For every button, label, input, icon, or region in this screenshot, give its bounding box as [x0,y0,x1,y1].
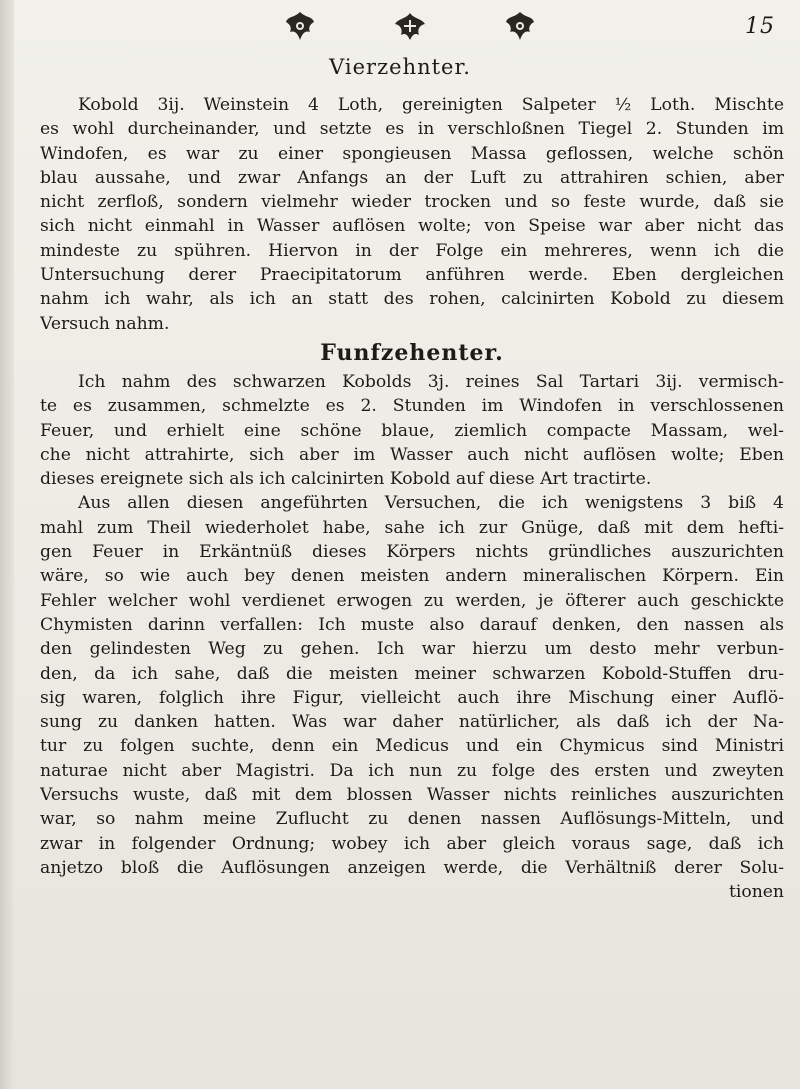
text-line: dieses ereignete sich als ich calcinirten Kobold auf diese Art tractirte. [40,469,652,490]
text-line: zwar in folgender Ordnung; wobey ich aber gleich voraus sage, daß ich [40,833,784,854]
text-line: den, da ich sahe, daß die meisten meiner schwarzen Kobold-Stuffen dru- [40,663,784,684]
running-head: Vierzehnter. [329,55,471,79]
text-line: Feuer, und erhielt eine schöne blaue, ziemlich compacte Massam, wel- [40,420,784,441]
text-line: te es zusammen, schmelzte es 2. Stunden im Windofen in verschlossenen [40,396,784,417]
text-line: Versuch nahm. [40,313,170,334]
text-line: tur zu folgen suchte, denn ein Medicus und ein Chymicus sind Ministri [40,736,784,757]
text-line: wäre, so wie auch bey denen meisten andern mineralischen Körpern. Ein [40,566,784,587]
text-line: anjetzo bloß die Auflösungen anzeigen werde, die Verhältniß derer Solu- [40,857,784,878]
text-line: es wohl durcheinander, und setzte es in verschloßnen Tiegel 2. Stunden im [40,119,784,140]
text-line: mindeste zu spühren. Hiervon in der Folge ein mehreres, wenn ich die [40,240,784,261]
text-line: den gelindesten Weg zu gehen. Ich war hierzu um desto mehr verbun- [40,639,784,660]
text-line: sung zu danken hatten. Was war daher natürlicher, als daß ich der Na- [40,712,784,733]
page-number: 15 [745,14,775,39]
ornament-icon [390,10,430,42]
ornament-icon [280,10,320,42]
text-line: blau aussahe, und zwar Anfangs an der Luft zu attrahiren schien, aber [40,167,784,188]
text-line: Untersuchung derer Praecipitatorum anführen werde. Eben dergleichen [40,265,784,286]
text-line: sig waren, folglich ihre Figur, vielleicht auch ihre Mischung einer Auflö- [40,687,784,708]
text-line: che nicht attrahirte, sich aber im Wasser auch nicht auflösen wolte; Eben [40,444,784,465]
header-ornaments [280,8,540,44]
text-line: mahl zum Theil wiederholet habe, sahe ich zur Gnüge, daß mit dem hefti- [40,517,784,538]
section-heading: Funfzehenter. [320,339,504,366]
text-line: Fehler welcher wohl verdienet erwogen zu werden, je öfterer auch geschickte [40,590,784,611]
page-gutter [0,0,14,1089]
body-text [40,93,784,905]
text-line: Kobold 3ij. Weinstein 4 Loth, gereinigten Salpeter ½ Loth. Mischte [78,95,784,115]
text-line: Versuchs wuste, daß mit dem blossen Wasser nichts reinliches auszurichten [40,785,784,806]
text-line: sich nicht einmahl in Wasser auflösen wolte; von Speise war aber nicht das [40,216,784,237]
text-line: Windofen, es war zu einer spongieusen Massa geflossen, welche schön [40,143,784,164]
text-line: naturae nicht aber Magistri. Da ich nun zu folge des ersten und zweyten [40,760,784,781]
text-line: Aus allen diesen angeführten Versuchen, die ich wenigstens 3 biß 4 [78,493,784,514]
catchword: tionen [728,882,784,903]
ornament-icon [500,10,540,42]
text-line: Ich nahm des schwarzen Kobolds 3j. reines Sal Tartari 3ij. vermisch- [78,371,784,392]
text-line: Chymisten darinn verfallen: Ich muste also darauf denken, den nassen als [40,614,784,635]
text-line: gen Feuer in Erkäntnüß dieses Körpers nichts gründliches auszurichten [40,542,784,563]
text-line: war, so nahm meine Zuflucht zu denen nassen Auflösungs-Mitteln, und [40,809,784,830]
text-line: nicht zerfloß, sondern vielmehr wieder trocken und so feste wurde, daß sie [40,192,784,213]
text-line: nahm ich wahr, als ich an statt des rohen, calcinirten Kobold zu diesem [40,289,784,310]
